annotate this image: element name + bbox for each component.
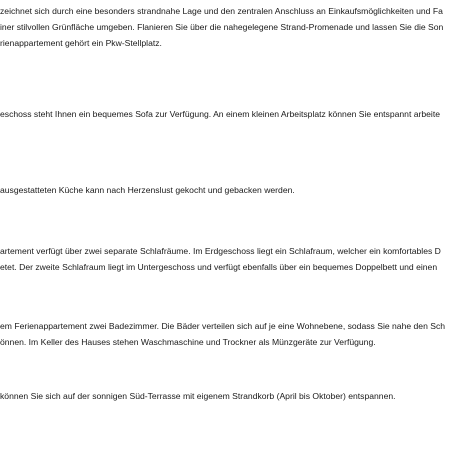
text-line: em Ferienappartement zwei Badezimmer. Die Bäder verteilen sich auf je eine Wohnebene, sodass Sie nahe den Sch — [0, 321, 446, 331]
text-line: eschoss steht Ihnen ein bequemes Sofa zur Verfügung. An einem kleinen Arbeitsplatz können Sie entspannt arbeite — [0, 109, 441, 119]
text-line: önnen. Im Keller des Hauses stehen Waschmaschine und Trockner als Münzgeräte zur Verfügung. — [0, 337, 376, 347]
text-line: können Sie sich auf der sonnigen Süd-Terrasse mit eigenem Strandkorb (April bis Oktober) entspannen. — [0, 391, 396, 401]
text-line: iner stilvollen Grünfläche umgeben. Flanieren Sie über die nahegelegene Strand-Promenade und lassen Sie die Son — [0, 22, 444, 32]
text-line: etet. Der zweite Schlafraum liegt im Untergeschoss und verfügt ebenfalls über ein bequemes Doppelbett und einen — [0, 262, 438, 272]
text-line: ausgestatteten Küche kann nach Herzenslust gekocht und gebacken werden. — [0, 185, 295, 195]
text-line: rienappartement gehört ein Pkw-Stellplatz. — [0, 38, 162, 48]
text-line: artement verfügt über zwei separate Schlafräume. Im Erdgeschoss liegt ein Schlafraum, welcher ein komfortables D — [0, 246, 441, 256]
text-line: zeichnet sich durch eine besonders strandnahe Lage und den zentralen Anschluss an Einkaufsmöglichkeiten und Fa — [0, 6, 443, 16]
